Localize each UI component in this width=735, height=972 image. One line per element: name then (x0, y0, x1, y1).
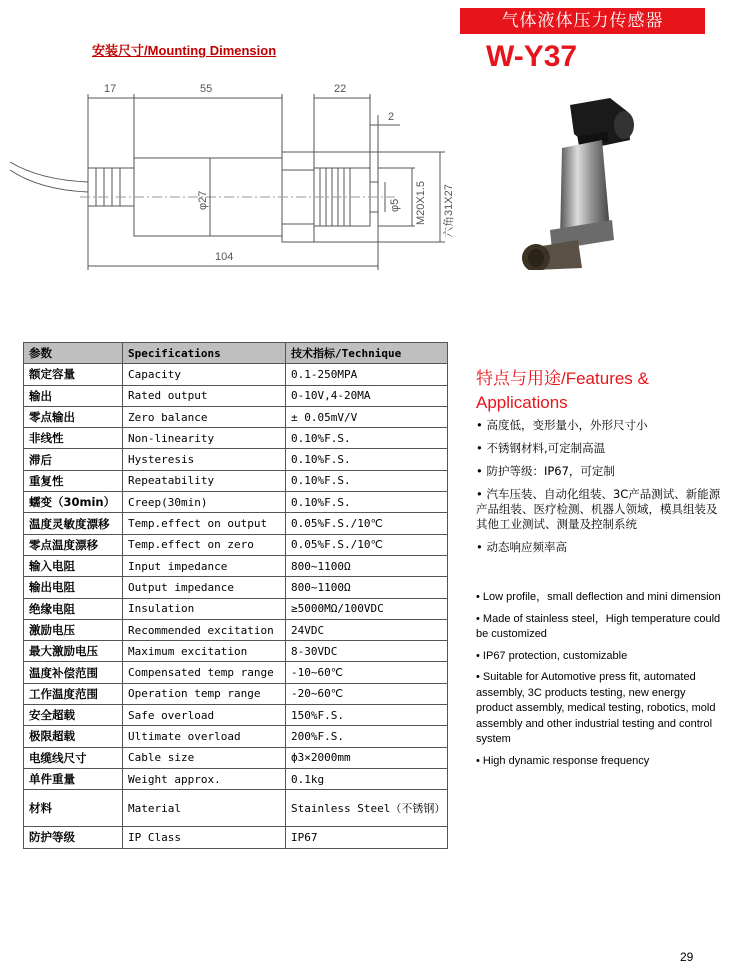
table-cell: 0.05%F.S./10℃ (286, 534, 448, 555)
table-cell: 绝缘电阻 (24, 598, 123, 619)
table-cell: 温度灵敏度漂移 (24, 513, 123, 534)
table-cell: ± 0.05mV/V (286, 406, 448, 427)
table-cell: Output impedance (123, 577, 286, 598)
table-cell: 激励电压 (24, 619, 123, 640)
dim-phi27: φ27 (197, 190, 209, 210)
table-cell: Cable size (123, 747, 286, 768)
feature-item (476, 590, 721, 606)
table-cell: 蠕变（30min） (24, 492, 123, 513)
feature-text: High dynamic response frequency (482, 754, 650, 767)
dim-104: 104 (215, 251, 234, 263)
table-cell: 输入电阻 (24, 555, 123, 576)
table-cell: Non-linearity (123, 428, 286, 449)
table-cell: Creep(30min) (123, 492, 286, 513)
specification-table (23, 342, 448, 849)
table-cell: 材料 (24, 790, 123, 827)
table-cell: 0.10%F.S. (286, 428, 448, 449)
table-cell: 技术指标/Technique (286, 343, 448, 364)
feature-text: Suitable for Automotive press fit, automated assembly, 3C products testing, new energy product assembly, medical testing, robotics, mold assembly and other industrial testing and control system (476, 671, 716, 745)
table-cell: 8-30VDC (286, 641, 448, 662)
table-cell: Stainless Steel（不锈钢） (286, 790, 448, 827)
feature-item (476, 441, 721, 456)
table-cell: Repeatability (123, 470, 286, 491)
table-cell: 800~1100Ω (286, 577, 448, 598)
table-cell: Specifications (123, 343, 286, 364)
page-number: 29 (680, 950, 694, 964)
table-row (24, 790, 448, 827)
feature-item (476, 612, 721, 643)
table-cell: IP67 (286, 827, 448, 848)
table-cell: 额定容量 (24, 364, 123, 385)
dim-thread: M20X1.5 (415, 180, 427, 225)
table-cell: -20~60℃ (286, 683, 448, 704)
table-row (24, 827, 448, 848)
feature-item (476, 418, 721, 433)
table-cell: IP Class (123, 827, 286, 848)
feature-text: 高度低，变形量小，外形尺寸小 (486, 418, 648, 432)
table-cell: 极限超载 (24, 726, 123, 747)
feature-item (476, 540, 721, 555)
table-row (24, 364, 448, 385)
table-cell: 零点温度漂移 (24, 534, 123, 555)
table-row (24, 662, 448, 683)
table-cell: 0.10%F.S. (286, 492, 448, 513)
dim-hex: 六角31X27 (443, 184, 455, 238)
feature-item (476, 649, 721, 665)
table-cell: Hysteresis (123, 449, 286, 470)
table-row (24, 683, 448, 704)
table-cell: ≥5000MΩ/100VDC (286, 598, 448, 619)
table-cell: 电缆线尺寸 (24, 747, 123, 768)
table-cell: 滞后 (24, 449, 123, 470)
table-cell: Capacity (123, 364, 286, 385)
table-row (24, 598, 448, 619)
table-cell: 重复性 (24, 470, 123, 491)
bullet: • (476, 649, 480, 662)
product-name-banner: 气体液体压力传感器 (460, 8, 705, 34)
dim-phi5: φ5 (389, 198, 401, 212)
product-photo (500, 90, 660, 270)
table-header-row (24, 343, 448, 364)
table-row (24, 513, 448, 534)
feature-item (476, 487, 721, 532)
table-cell: 参数 (24, 343, 123, 364)
table-cell: Safe overload (123, 705, 286, 726)
table-row (24, 470, 448, 491)
bullet: • (476, 591, 480, 603)
table-cell: 0.1-250MPA (286, 364, 448, 385)
features-list-cn (476, 418, 721, 563)
table-cell: Weight approx. (123, 768, 286, 789)
table-row (24, 726, 448, 747)
table-cell: Ultimate overload (123, 726, 286, 747)
table-row (24, 619, 448, 640)
bullet: • (476, 441, 483, 455)
table-cell: Zero balance (123, 406, 286, 427)
table-row (24, 385, 448, 406)
table-cell: 非线性 (24, 428, 123, 449)
feature-item (476, 754, 721, 770)
feature-text: 动态响应频率高 (486, 540, 567, 554)
table-cell: 800~1100Ω (286, 555, 448, 576)
table-cell: -10~60℃ (286, 662, 448, 683)
table-cell: 零点输出 (24, 406, 123, 427)
mounting-dimension-title: 安装尺寸/Mounting Dimension (92, 43, 277, 58)
table-row (24, 406, 448, 427)
table-cell: 0.05%F.S./10℃ (286, 513, 448, 534)
table-cell: 0.10%F.S. (286, 470, 448, 491)
table-cell: ф3×2000mm (286, 747, 448, 768)
feature-item (476, 670, 721, 748)
bullet: • (476, 671, 480, 683)
table-row (24, 428, 448, 449)
model-number: W-Y37 (486, 40, 578, 73)
table-row (24, 641, 448, 662)
feature-text: 汽车压装、自动化组装、3C产品测试、新能源产品组装、医疗检测、机器人领域，模具组装及其他工业测试、测量及控制系统 (476, 487, 721, 531)
bullet: • (476, 464, 483, 478)
table-cell: 200%F.S. (286, 726, 448, 747)
feature-text: 不锈钢材料,可定制高温 (486, 441, 606, 455)
table-cell: 单件重量 (24, 768, 123, 789)
table-cell: Temp.effect on output (123, 513, 286, 534)
table-row (24, 449, 448, 470)
table-row (24, 492, 448, 513)
table-cell: 24VDC (286, 619, 448, 640)
table-cell: 输出电阻 (24, 577, 123, 598)
bullet: • (476, 418, 483, 432)
feature-text: Low profile，small deflection and mini dimension (482, 591, 721, 603)
table-cell: Maximum excitation (123, 641, 286, 662)
dim-55: 55 (200, 83, 213, 95)
table-cell: 最大激励电压 (24, 641, 123, 662)
features-title: 特点与用途/Features & Applications (476, 369, 649, 412)
table-cell: 输出 (24, 385, 123, 406)
table-cell: Recommended excitation (123, 619, 286, 640)
table-cell: Operation temp range (123, 683, 286, 704)
bullet: • (476, 754, 480, 767)
feature-text: Made of stainless steel，High temperature could be customized (476, 612, 721, 640)
table-row (24, 747, 448, 768)
table-cell: Material (123, 790, 286, 827)
table-row (24, 705, 448, 726)
table-cell: 防护等级 (24, 827, 123, 848)
mounting-drawing (0, 70, 470, 280)
feature-item (476, 464, 721, 479)
table-row (24, 577, 448, 598)
table-cell: 温度补偿范围 (24, 662, 123, 683)
table-row (24, 534, 448, 555)
dim-2: 2 (388, 111, 395, 123)
table-cell: Compensated temp range (123, 662, 286, 683)
feature-text: 防护等级：IP67，可定制 (486, 464, 615, 478)
dim-22: 22 (334, 83, 347, 95)
dim-17: 17 (104, 83, 117, 95)
table-cell: 工作温度范围 (24, 683, 123, 704)
bullet: • (476, 612, 480, 625)
table-cell: 150%F.S. (286, 705, 448, 726)
table-row (24, 555, 448, 576)
table-cell: 0.10%F.S. (286, 449, 448, 470)
bullet: • (476, 540, 483, 554)
feature-text: IP67 protection, customizable (482, 649, 628, 662)
features-list-en (476, 590, 721, 775)
bullet: • (476, 487, 483, 501)
table-cell: 0.1kg (286, 768, 448, 789)
table-cell: 安全超载 (24, 705, 123, 726)
table-cell: Rated output (123, 385, 286, 406)
table-cell: 0-10V,4-20MA (286, 385, 448, 406)
table-cell: Insulation (123, 598, 286, 619)
table-cell: Temp.effect on zero (123, 534, 286, 555)
table-cell: Input impedance (123, 555, 286, 576)
table-row (24, 768, 448, 789)
